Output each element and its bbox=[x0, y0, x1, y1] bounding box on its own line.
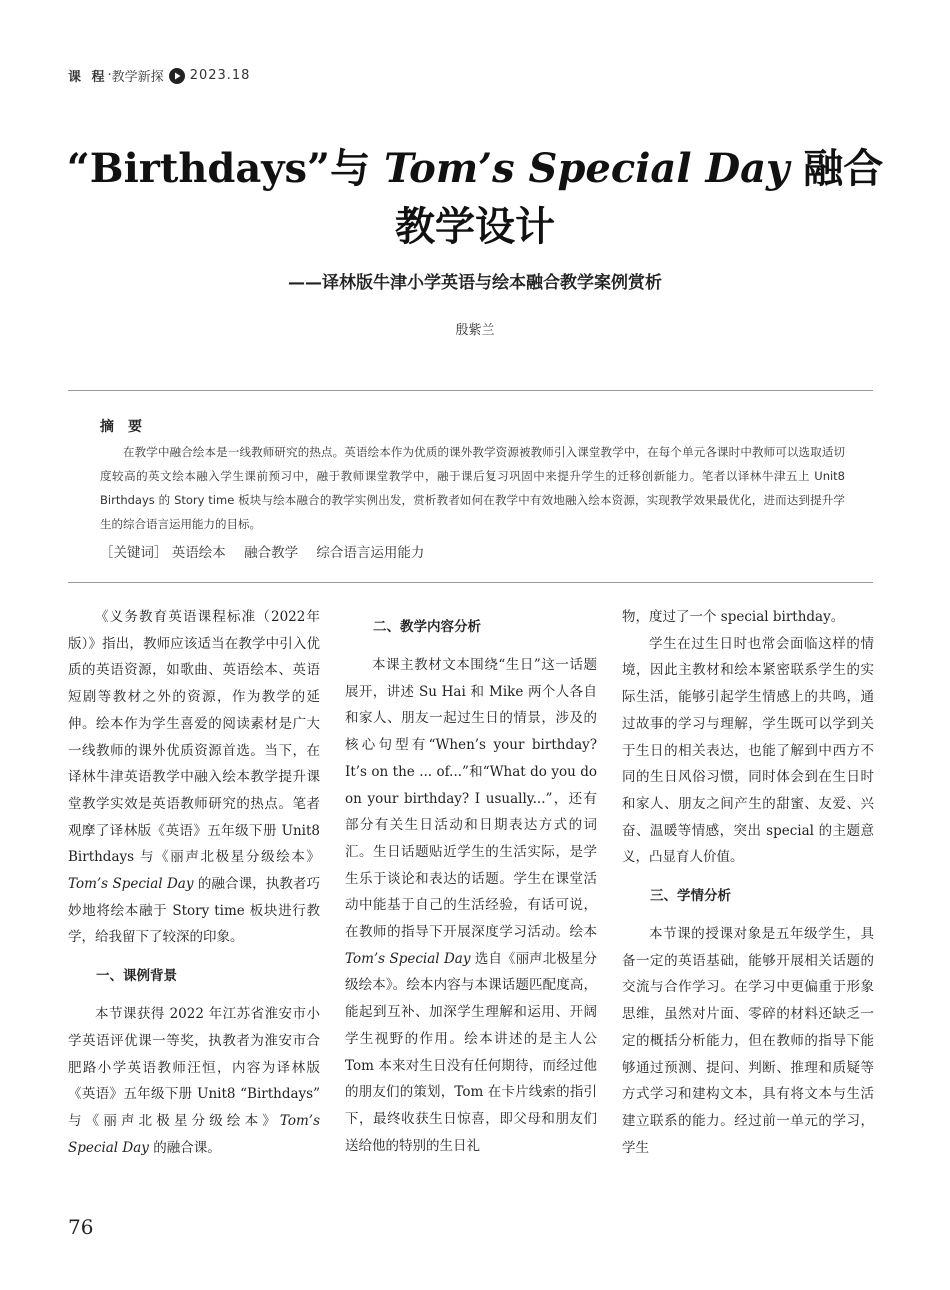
play-icon bbox=[169, 68, 185, 84]
article-title bbox=[40, 140, 910, 256]
column-2 bbox=[345, 604, 597, 1161]
paragraph-text: 选自《丽声北极星分级绘本》。绘本内容与本课话题匹配度高，能起到互补、加深学生理解和运用、开阔学生视野的作用。绘本讲述的是主人公 Tom 本来对生日没有任何期待，而经过他的朋友们的策划，Tom 在卡片线索的指引下，最终收获生日惊喜，即父母和朋友们送给他的特别的生日礼 bbox=[345, 950, 598, 1154]
header-separator: · bbox=[107, 68, 112, 83]
paragraph-text: 的融合课，执教者巧妙地将绘本融于 Story time 板块进行教学，给我留下了较深的印象。 bbox=[68, 876, 321, 946]
abstract-label: 摘要 bbox=[100, 419, 156, 435]
section-heading: 二、教学内容分析 bbox=[373, 619, 481, 635]
paragraph bbox=[345, 652, 597, 1159]
paragraph: 学生在过生日时也常会面临这样的情境，因此主教材和绘本紧密联系学生的实际生活，能够引起学生情感上的共鸣，通过故事的学习与理解，学生既可以学到关于生日的相关表达，也能了解到中西方不同的生日风俗习惯，同时体会到在生日时和家人、朋友之间产生的甜蜜、友爱、兴奋、温暖等情感，突出 special 的主题意义，凸显育人价值。 bbox=[622, 635, 874, 866]
paragraph-text: 《义务教育英语课程标准（2022年版）》指出，教师应该适当在教学中引入优质的英语资源，如歌曲、英语绘本、英语短剧等教材之外的资源，作为教学的延伸。绘本作为学生喜爱的阅读素材是广大一线教师的课外优质资源首选。当下，在译林牛津英语教学中融入绘本教学提升课堂教学实效是英语教师研究的热点。笔者观摩了译林版《英语》五年级下册 Unit8 Birthdays 与《丽声北极星分级绘本》 bbox=[68, 609, 320, 866]
title-part1: “Birthdays”与 bbox=[66, 145, 384, 192]
divider-bottom bbox=[68, 582, 873, 583]
divider-top bbox=[68, 390, 873, 391]
book-title-italic: Tom’s Special Day bbox=[68, 1112, 320, 1156]
section-heading: 一、课例背景 bbox=[96, 968, 177, 985]
column-1 bbox=[68, 604, 320, 1161]
book-title-italic: Tom’s Special Day bbox=[68, 876, 194, 893]
title-part3: 融合 bbox=[789, 145, 884, 192]
keywords-label: ［关键词］ bbox=[100, 545, 168, 561]
column-name: 课 程 bbox=[68, 70, 108, 85]
section-name: 教学新探 bbox=[111, 70, 164, 85]
paragraph: 物，度过了一个 special birthday。 bbox=[622, 609, 845, 625]
paragraph bbox=[68, 1001, 320, 1161]
book-title-italic: Tom’s Special Day bbox=[345, 950, 471, 967]
paragraph-text: 的融合课。 bbox=[148, 1139, 221, 1156]
title-line2: 教学设计 bbox=[395, 203, 555, 250]
section-heading: 三、学情分析 bbox=[650, 888, 731, 905]
keyword: 综合语言运用能力 bbox=[316, 545, 425, 561]
running-header bbox=[68, 66, 250, 85]
page-number: 76 bbox=[68, 1215, 94, 1239]
title-italic: Tom’s Special Day bbox=[384, 145, 790, 192]
paragraph-text: 本课主教材文本围绕“生日”这一话题展开，讲述 Su Hai 和 Mike 两个人各自和家人、朋友一起过生日的情景，涉及的核心句型有“When’s your birthday? It’s on the ... of...”和“What do you do on your birthday? I usually...”，还有部分有关生日活动和日期表达方式的词汇。生日话题贴近学生的生活实际，是学生乐于谈论和表达的话题。学生在课堂活动中能基于自己的生活经验，有话可说，在教师的指导下开展深度学习活动。绘本 bbox=[345, 657, 597, 941]
abstract-text: 在教学中融合绘本是一线教师研究的热点。英语绘本作为优质的课外教学资源被教师引入课堂教学中，在每个单元各课时中教师可以选取适切度较高的英文绘本融入学生课前预习中，融于教师课堂教学中，融于课后复习巩固中来提升学生的迁移创新能力。笔者以译林牛津五上 Unit8 Birthdays 的 Story time 板块与绘本融合的教学实例出发，赏析教者如何在教学中有效地融入绘本资源，实现教学效果最优化，进而达到提升学生的综合语言运用能力的目标。 bbox=[100, 445, 845, 531]
author: 殷紫兰 bbox=[455, 323, 495, 338]
paragraph: 本节课的授课对象是五年级学生，具备一定的英语基础，能够开展相关话题的交流与合作学习。在学习中更偏重于形象思维，虽然对片面、零碎的材料还缺乏一定的概括分析能力，但在教师的指导下能够通过预测、提问、判断、推理和质疑等方式学习和建构文本，具有将文本与生活建立联系的能力。经过前一单元的学习，学生 bbox=[622, 926, 874, 1156]
keywords bbox=[100, 541, 438, 561]
subtitle: ——译林版牛津小学英语与绘本融合教学案例赏析 bbox=[288, 273, 662, 293]
issue-number: 2023.18 bbox=[189, 68, 251, 83]
paragraph bbox=[68, 604, 320, 951]
keyword: 英语绘本 bbox=[171, 545, 226, 561]
column-3 bbox=[622, 604, 874, 1161]
paragraph-text: 本节课获得 2022 年江苏省淮安市小学英语评优课一等奖，执教者为淮安市合肥路小学英语教师汪恒，内容为译林版《英语》五年级下册 Unit8 “Birthdays” 与《丽声北极星分级绘本》 bbox=[68, 1006, 320, 1129]
body-columns bbox=[68, 604, 874, 1161]
keyword: 融合教学 bbox=[244, 545, 299, 561]
